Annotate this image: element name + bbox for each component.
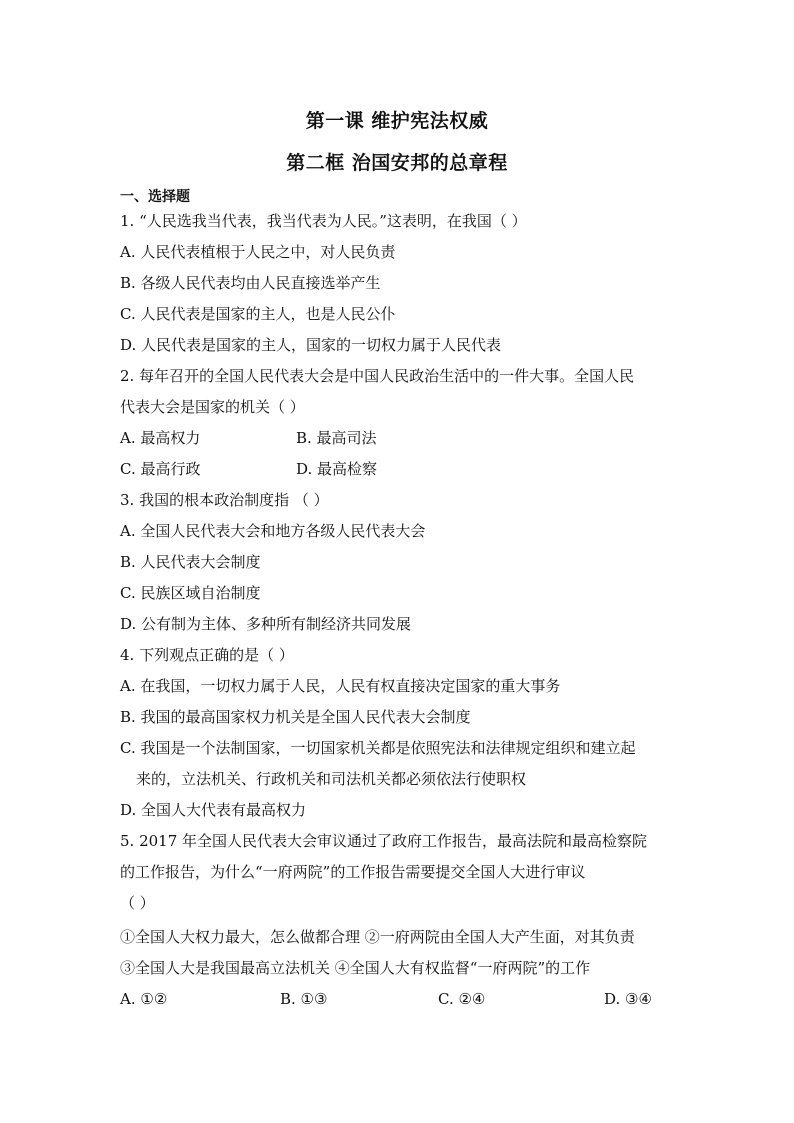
q5-option-a: A. ①② — [120, 990, 168, 1008]
q4-option-d: D. 全国人大代表有最高权力 — [120, 801, 307, 819]
q3-option-d: D. 公有制为主体、多种所有制经济共同发展 — [120, 615, 412, 633]
q2-option-d: D. 最高检察 — [296, 460, 378, 478]
q3-option-c: C. 民族区域自治制度 — [120, 584, 261, 602]
page-subtitle: 第二框 治国安邦的总章程 — [286, 152, 508, 174]
page-title: 第一课 维护宪法权威 — [305, 110, 489, 132]
q1-option-c: C. 人民代表是国家的主人，也是人民公仆 — [120, 305, 396, 323]
q2-option-a: A. 最高权力 — [120, 429, 201, 447]
q1-option-a: A. 人民代表植根于人民之中，对人民负责 — [120, 243, 396, 261]
q5-statements-line1: ①全国人大权力最大，怎么做都合理 ②一府两院由全国人大产生面，对其负责 — [120, 928, 635, 946]
q5-stem-line2: 的工作报告，为什么“一府两院”的工作报告需要提交全国人大进行审议 — [120, 863, 586, 881]
q5-statements-line2: ③全国人大是我国最高立法机关 ④全国人大有权监督“一府两院”的工作 — [120, 959, 591, 977]
q4-stem: 4. 下列观点正确的是（ ） — [120, 646, 294, 664]
q4-option-c-line2: 来的，立法机关、行政机关和司法机关都必须依法行使职权 — [136, 770, 527, 788]
q1-stem: 1. “人民选我当代表，我当代表为人民。”这表明，在我国（ ） — [120, 212, 527, 230]
q2-stem-line1: 2. 每年召开的全国人民代表大会是中国人民政治生活中的一件大事。全国人民 — [120, 367, 635, 385]
q2-option-b: B. 最高司法 — [296, 429, 377, 447]
section-heading: 一、选择题 — [120, 189, 190, 205]
q3-stem: 3. 我国的根本政治制度指 （ ） — [120, 491, 329, 509]
q3-option-a: A. 全国人民代表大会和地方各级人民代表大会 — [120, 522, 426, 540]
q3-option-b: B. 人民代表大会制度 — [120, 553, 261, 571]
q5-option-c: C. ②④ — [438, 990, 486, 1008]
q5-stem-line3: （ ） — [120, 894, 155, 912]
q2-option-c: C. 最高行政 — [120, 460, 201, 478]
q5-option-d: D. ③④ — [604, 990, 652, 1008]
q5-stem-line1: 5. 2017 年全国人民代表大会审议通过了政府工作报告，最高法院和最高检察院 — [120, 832, 648, 850]
q1-option-d: D. 人民代表是国家的主人，国家的一切权力属于人民代表 — [120, 336, 502, 354]
q4-option-a: A. 在我国，一切权力属于人民，人民有权直接决定国家的重大事务 — [120, 677, 561, 695]
q4-option-c-line1: C. 我国是一个法制国家，一切国家机关都是依照宪法和法律规定组织和建立起 — [120, 739, 636, 757]
q5-option-b: B. ①③ — [280, 990, 328, 1008]
q1-option-b: B. 各级人民代表均由人民直接选举产生 — [120, 274, 381, 292]
q2-stem-line2: 代表大会是国家的机关（ ） — [120, 398, 305, 416]
q4-option-b: B. 我国的最高国家权力机关是全国人民代表大会制度 — [120, 708, 471, 726]
